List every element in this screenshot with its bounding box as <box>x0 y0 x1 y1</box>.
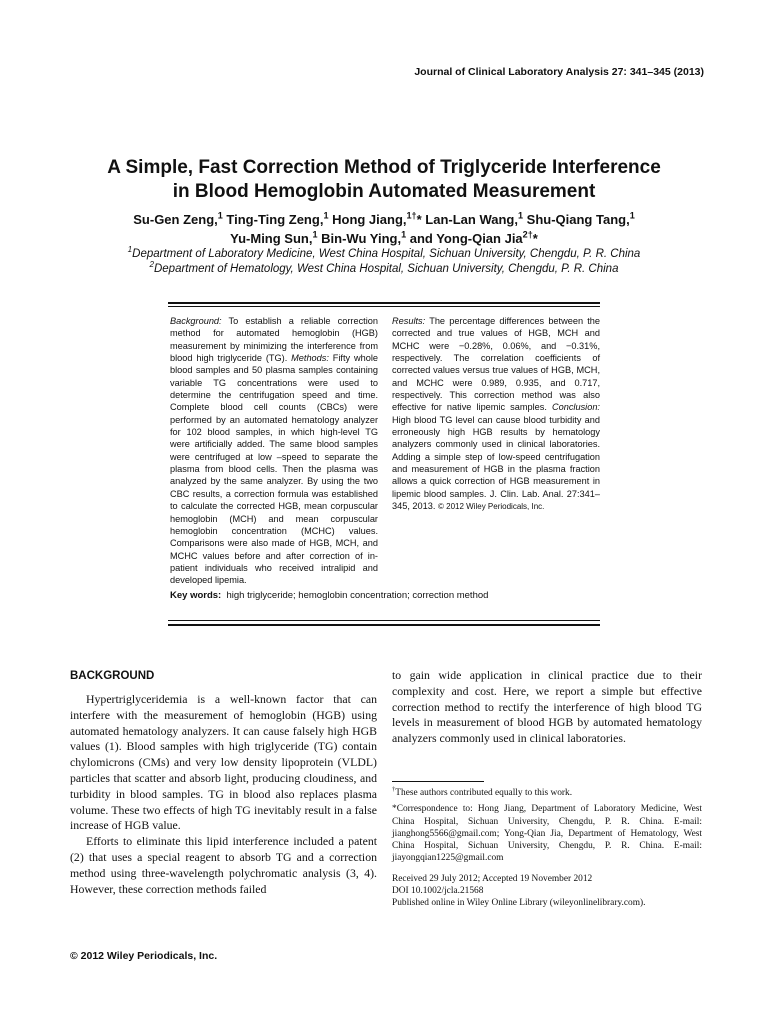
author-name: Hong Jiang, <box>328 212 407 227</box>
footnote-published: Published online in Wiley Online Library (wileyonlinelibrary.com). <box>392 898 646 909</box>
journal-header: Journal of Clinical Laboratory Analysis 27: 341–345 (2013) <box>414 66 704 78</box>
author-name: Su-Gen Zeng, <box>133 212 218 227</box>
author-sup: 1 <box>629 210 635 221</box>
title-line-2: in Blood Hemoglobin Automated Measurement <box>172 181 596 202</box>
abstract-background-label: Background: <box>170 316 222 326</box>
footnote-rule <box>392 781 484 782</box>
section-heading-background: BACKGROUND <box>70 670 155 682</box>
author-sup: 1† <box>406 210 417 221</box>
body-paragraph-2: Efforts to eliminate this lipid interference included a patent (2) that uses a special reagent to absorb TG and a correction method using three-wavelength polychromatic analysis (3, 4). However, these correction methods failed <box>70 834 377 896</box>
author-sup: 1 <box>312 229 318 240</box>
affiliation-2 <box>0 262 768 277</box>
body-paragraph-3: to gain wide application in clinical practice due to their complexity and cost. Here, we report a simple but effective correction method to rectify the interference of high blood TG levels in measurement of blood HGB by automated hematology analyzers commonly used in clinical laboratories. <box>392 668 702 746</box>
footnote-doi: DOI 10.1002/jcla.21568 <box>392 886 484 897</box>
abstract-results-text: The percentage differences between the corrected and true values of HGB, MCH and MCHC were −0.28%, 0.06%, and −0.31%, respectively. The correlation coefficients of corrected values versus true values of HGB, MCH, and MCHC were 0.989, 0.935, and 0.717, respectively. This correction method was also effective for native lipemic samples. <box>392 316 600 413</box>
body-paragraph-1: Hypertriglyceridemia is a well-known factor that can interfere with the measurement of hemoglobin (HGB) using automated hematology analyzers. It can cause falsely high HGB values (1). Blood samples with high triglyceride (TG) contain chylomicrons (CMs) and very low density lipoprotein (VLDL) particles that scatter and absorb light, producing cloudiness, and turbidity in blood samples. TG in blood also replaces plasma volume. These two effects of high TG inevitably result in a false increase of HGB value. <box>70 692 377 833</box>
author-line-1 <box>0 210 768 229</box>
body-column-right <box>392 668 702 747</box>
author-name: Shu-Qiang Tang, <box>523 212 630 227</box>
author-list <box>0 210 768 248</box>
abstract-column-left <box>170 315 378 587</box>
footer-copyright: © 2012 Wiley Periodicals, Inc. <box>70 950 218 962</box>
abstract-background-text: To establish a reliable correction method for automated hemoglobin (HGB) measurement by minimizing the interference from blood high triglyceride (TG). <box>170 316 378 364</box>
title-line-1: A Simple, Fast Correction Method of Triglyceride Interference <box>107 157 661 178</box>
author-sup: 1 <box>217 210 223 221</box>
author-sup: 1 <box>323 210 329 221</box>
abstract-top-rule-thin <box>168 306 600 307</box>
abstract-methods-text: Fifty whole blood samples and 50 plasma samples containing variable TG concentrations were used to determine the centrifugation speed and time. Complete blood cell counts (CBCs) were performed by an automated hematology analyzer for 102 blood samples, in which high-level TG were artificially added. The same blood samples were centrifuged at low –speed to separate the plasma from blood cells. Then the plasma was analyzed by the same analyzer. By using the two CBC results, a correction formula was established to calculate the corrected HGB, mean corpuscular hemoglobin (MCH) and mean corpuscular hemoglobin concentration (MCHC) values. Comparisons were also made of HGB, MCH, and MCHC values before and after correction of in-patient individuals who received intralipid and developed lipemia. <box>170 353 378 586</box>
footnotes <box>392 787 702 910</box>
affiliation-text: Department of Hematology, West China Hospital, Sichuan University, Chengdu, P. R. China <box>153 263 619 275</box>
footnote-equal-contribution <box>392 787 702 799</box>
abstract-bottom-rule-thin <box>168 620 600 621</box>
footnote-text: These authors contributed equally to this work. <box>395 788 573 798</box>
abstract-top-rule <box>168 302 600 304</box>
article-title <box>0 156 768 204</box>
author-line-2 <box>0 229 768 248</box>
abstract-methods-label: Methods: <box>291 353 329 364</box>
affiliations <box>0 247 768 277</box>
affiliation-1 <box>0 247 768 262</box>
footnote-received: Received 29 July 2012; Accepted 19 November 2012 <box>392 873 593 884</box>
keywords <box>170 590 488 601</box>
affiliation-sup: 2 <box>149 260 154 270</box>
author-sup: 2† <box>522 229 533 240</box>
dagger-sup: † <box>392 785 396 793</box>
abstract-conclusion-text: High blood TG level can cause blood turbidity and erroneously high HGB results by hematology analyzers commonly used in clinical laboratories. Adding a simple step of low-speed centrifugation and measurement of HGB in the plasma fraction allows a quick correction of HGB measurement in lipemic blood samples. <box>392 414 600 499</box>
affiliation-sup: 1 <box>127 245 133 255</box>
abstract-citation: J. Clin. Lab. Anal. 27:341–345, 2013. <box>392 488 600 512</box>
body-column-left <box>70 692 377 897</box>
abstract-column-right <box>392 315 600 514</box>
abstract-copyright: © 2012 Wiley Periodicals, Inc. <box>438 502 545 512</box>
abstract-conclusion-label: Conclusion: <box>551 402 600 413</box>
author-sup: 1 <box>401 229 407 240</box>
author-name: * Lan-Lan Wang, <box>416 212 518 227</box>
abstract-results-label: Results: <box>392 316 426 326</box>
keywords-text: high triglyceride; hemoglobin concentration; correction method <box>226 590 489 601</box>
abstract-bottom-rule <box>168 624 600 626</box>
affiliation-text: Department of Laboratory Medicine, West China Hospital, Sichuan University, Chengdu, P. R. China <box>132 248 641 260</box>
footnote-correspondence: *Correspondence to: Hong Jiang, Department of Laboratory Medicine, West China Hospital, Sichuan University, Chengdu, P. R. China. E-mail: jianghong5566@gmail.com; Yong-Qian Jia, Department of Hematology, West China Hospital, Sichuan University, Chengdu, P. R. China. E-mail: jiayongqian1225@gmail.com <box>392 804 702 864</box>
author-name: Yu-Ming Sun, <box>230 231 313 246</box>
author-name: Ting-Ting Zeng, <box>222 212 324 227</box>
keywords-label: Key words: <box>170 590 222 601</box>
author-name: * <box>532 231 538 246</box>
author-name: Bin-Wu Ying, <box>317 231 402 246</box>
author-sup: 1 <box>517 210 524 221</box>
author-name: and Yong-Qian Jia <box>406 231 523 246</box>
